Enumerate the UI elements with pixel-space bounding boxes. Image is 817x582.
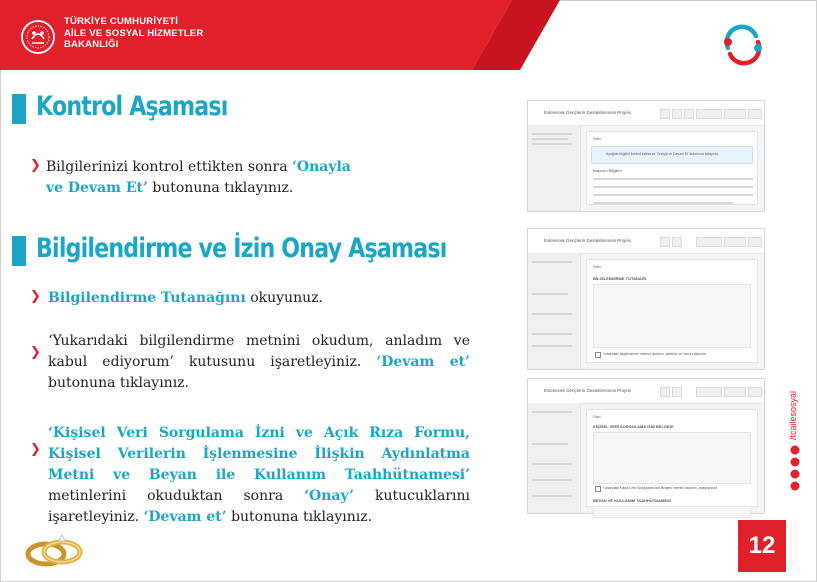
sidebar-line: [532, 293, 568, 295]
section2-bullet-1: [48, 288, 478, 309]
form-row: [593, 202, 733, 204]
s2-b2-hl: ‘Devam et’: [376, 354, 470, 370]
s1-b1-pre: Bilgilerinizi kontrol ettikten sonra: [46, 159, 293, 175]
screenshot-information-step: [527, 228, 765, 370]
sidebar-line: [532, 495, 572, 497]
app-sidebar: [528, 253, 581, 369]
sidebar-line: [532, 345, 572, 347]
toolbar-button[interactable]: [696, 387, 722, 397]
sidebar-line: [532, 333, 572, 335]
ministry-line-3: BAKANLIĞI: [64, 39, 119, 50]
bullet-arrow-icon: ❯: [30, 158, 41, 173]
app-title: Evlenecek Gençlerin Desteklenmesi Projesi: [544, 388, 632, 393]
bullet-arrow-icon: ❯: [30, 345, 41, 360]
app-main: [586, 259, 758, 363]
info-text-area: [593, 284, 751, 348]
sidebar-line: [532, 143, 572, 145]
sidebar-line: [532, 443, 568, 445]
app-topbar: [528, 229, 764, 254]
social-icons: [788, 444, 802, 500]
notice-box: [591, 146, 753, 164]
toolbar-button[interactable]: [684, 109, 694, 119]
consent-text-area: [593, 432, 751, 484]
instagram-icon: [791, 458, 800, 467]
app-title: Evlenecek Gençlerin Desteklenmesi Projesi: [544, 238, 632, 243]
section2-title: Bilgilendirme ve İzin Onay Aşaması: [36, 233, 447, 264]
s2-b3-mid2: kutucuklarını işaretleyiniz.: [48, 488, 470, 525]
ministry-name: [64, 16, 203, 51]
app-main: [586, 131, 758, 205]
section1-marker: [12, 94, 26, 124]
sidebar-line: [532, 463, 572, 465]
toolbar-button[interactable]: [672, 387, 682, 397]
brand-logo-icon: [718, 20, 768, 70]
section1-title: Kontrol Aşaması: [36, 91, 228, 122]
social-handle: /tcailesosyal: [788, 390, 798, 440]
s2-b3-mid: metinlerini okuduktan sonra: [48, 488, 305, 504]
section2-marker: [12, 236, 26, 266]
back-button[interactable]: Geri: [593, 264, 601, 269]
app-main: [586, 409, 758, 507]
s2-b3-post: butonuna tıklayınız.: [226, 509, 373, 525]
facebook-icon: [791, 482, 800, 491]
toolbar-button[interactable]: [696, 109, 722, 119]
bullet-arrow-icon: ❯: [30, 289, 41, 304]
ministry-line-2: AİLE VE SOSYAL HİZMETLER: [64, 27, 204, 39]
s1-b1-hl2: ve Devam Et’: [46, 180, 148, 196]
toolbar-button[interactable]: [672, 109, 682, 119]
consent-label: Yukarıdaki bilgilendirme metnini okudum, anladım ve kabul ediyorum.: [603, 352, 708, 356]
s2-b3-hl: ‘Kişisel Veri Sorgulama İzni ve Açık Rıza Formu, Kişisel Verilerin İşlenmesine İlişkin Aydınlatma Metni ve Beyan ile Kullanım Taahhütnamesi’: [48, 425, 470, 483]
s2-b3-hl2: ‘Onay’: [304, 488, 355, 504]
youtube-icon: [791, 446, 800, 455]
toolbar-button[interactable]: [696, 237, 722, 247]
screenshot-control-step: [527, 100, 765, 212]
form-row: [593, 186, 753, 188]
consent-checkbox[interactable]: [595, 352, 601, 358]
screenshot-consent-step: [527, 378, 765, 514]
sidebar-line: [532, 261, 572, 263]
back-button[interactable]: Geri: [593, 414, 601, 419]
wedding-rings-icon: [22, 530, 86, 572]
consent-checkbox[interactable]: [595, 486, 601, 492]
sidebar-line: [532, 479, 572, 481]
s2-b1-hl: Bilgilendirme Tutanağını: [48, 290, 246, 306]
bullet-arrow-icon: ❯: [30, 442, 41, 457]
s1-b1-hl: ‘Onayla: [292, 159, 351, 175]
consent-heading: KİŞİSEL VERİ SORGULAMA İZNİ BELGESİ: [593, 424, 674, 429]
section2-bullet-2: [48, 331, 470, 394]
toolbar-button[interactable]: [748, 109, 762, 119]
app-sidebar: [528, 403, 581, 513]
ministry-emblem-icon: [20, 19, 56, 55]
toolbar-button[interactable]: [672, 237, 682, 247]
section1-bullet-1: [46, 157, 486, 199]
toolbar-button[interactable]: [724, 109, 746, 119]
section-label: Başvuru Bilgileri: [593, 168, 622, 173]
sidebar-line: [532, 313, 572, 315]
toolbar-button[interactable]: [660, 387, 670, 397]
toolbar-button[interactable]: [748, 387, 762, 397]
app-title: Evlenecek Gençlerin Desteklenmesi Projesi: [544, 110, 632, 115]
form-row: [593, 194, 753, 196]
sidebar-line: [532, 133, 572, 135]
s2-b1-post: okuyunuz.: [245, 290, 323, 306]
ministry-line-1: TÜRKİYE CUMHURİYETİ: [64, 16, 179, 27]
s2-b2-pre: ‘Yukarıdaki bilgilendirme metnini okudum, anladım ve kabul ediyorum’ kutusunu işaretleyiniz.: [48, 333, 470, 370]
page-number: 12: [738, 520, 786, 572]
toolbar-button[interactable]: [660, 237, 670, 247]
twitter-icon: [791, 470, 800, 479]
toolbar-button[interactable]: [748, 237, 762, 247]
notice-text: Aşağıda bilgileri kontrol ediniz ve 'Onayla ve Devam Et' butonuna tıklayınız.: [606, 152, 720, 156]
app-topbar: [528, 101, 764, 126]
app-topbar: [528, 379, 764, 404]
sidebar-line: [532, 411, 572, 413]
consent-label: Yukarıdaki Kişisel Veri Sorgulama İzni Belgesi metnini okudum, onaylıyorum.: [603, 486, 719, 490]
back-button[interactable]: Geri: [593, 136, 601, 141]
toolbar-button[interactable]: [724, 387, 746, 397]
form-row: [593, 178, 753, 180]
s2-b2-post: butonuna tıklayınız.: [48, 375, 189, 391]
info-heading: BİLGİLENDİRME TUTANAĞI: [593, 276, 647, 281]
toolbar-button[interactable]: [724, 237, 746, 247]
toolbar-button[interactable]: [660, 109, 670, 119]
app-sidebar: [528, 125, 581, 211]
declaration-heading: BEYAN VE KULLANIM TAAHHÜTNAMESİ: [593, 498, 671, 503]
declaration-text-area: [593, 506, 751, 518]
s2-b3-hl3: ‘Devam et’: [143, 509, 227, 525]
sidebar-line: [532, 138, 568, 140]
s1-b1-post: butonuna tıklayınız.: [147, 180, 294, 196]
section2-bullet-3: [48, 423, 470, 528]
